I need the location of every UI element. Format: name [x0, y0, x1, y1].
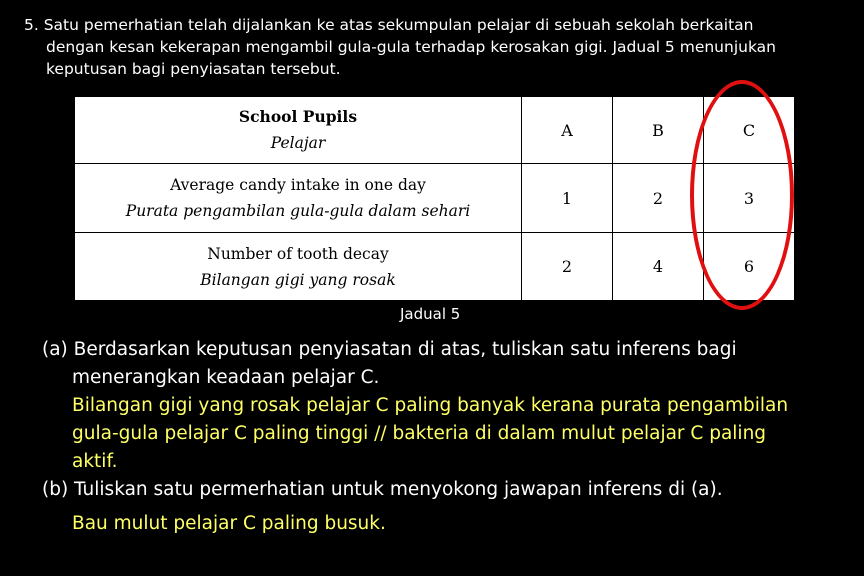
part-a-question-line-1: (a) Berdasarkan keputusan penyiasatan di atas, tuliskan satu inferens bagi — [42, 339, 737, 360]
row-label-ms: Pelajar — [270, 134, 326, 152]
row-header-pupils — [75, 97, 522, 164]
results-table — [74, 96, 795, 301]
row-label-ms: Bilangan gigi yang rosak — [200, 270, 396, 289]
table-cell: B — [613, 97, 704, 164]
question-line-3: keputusan bagi penyiasatan tersebut. — [46, 60, 341, 78]
question-text — [24, 14, 834, 80]
table-cell: 6 — [704, 233, 795, 301]
part-a-question-line-2: menerangkan keadaan pelajar C. — [72, 367, 380, 388]
table-cell: 1 — [522, 164, 613, 233]
table-cell: 4 — [613, 233, 704, 301]
table-row — [75, 233, 795, 301]
part-a-answer-line-2: gula-gula pelajar C paling tinggi // bakteria di dalam mulut pelajar C paling — [72, 423, 767, 444]
answers-section — [42, 336, 832, 538]
row-label-en: Number of tooth decay — [207, 244, 389, 263]
table-row — [75, 164, 795, 233]
row-label-ms: Purata pengambilan gula-gula dalam sehari — [125, 202, 471, 220]
row-label-en: Average candy intake in one day — [170, 176, 426, 194]
row-header-tooth-decay — [75, 233, 522, 301]
table-cell: 2 — [522, 233, 613, 301]
part-b-question: (b) Tuliskan satu permerhatian untuk menyokong jawapan inferens di (a). — [42, 479, 723, 500]
part-b-answer: Bau mulut pelajar C paling busuk. — [72, 513, 386, 534]
table-caption: Jadual 5 — [400, 305, 461, 323]
table-cell: 3 — [704, 164, 795, 233]
table-cell: C — [704, 97, 795, 164]
question-line-1: 5. Satu pemerhatian telah dijalankan ke atas sekumpulan pelajar di sebuah sekolah berkaitan — [24, 16, 754, 34]
part-a-answer-line-3: aktif. — [72, 451, 118, 472]
question-line-2: dengan kesan kekerapan mengambil gula-gula terhadap kerosakan gigi. Jadual 5 menunjukan — [46, 38, 776, 56]
row-label-en: School Pupils — [238, 107, 358, 126]
table-cell: 2 — [613, 164, 704, 233]
row-header-candy-intake — [75, 164, 522, 233]
part-a-answer-line-1: Bilangan gigi yang rosak pelajar C paling banyak kerana purata pengambilan — [72, 395, 789, 416]
table-cell: A — [522, 97, 613, 164]
table-row — [75, 97, 795, 164]
